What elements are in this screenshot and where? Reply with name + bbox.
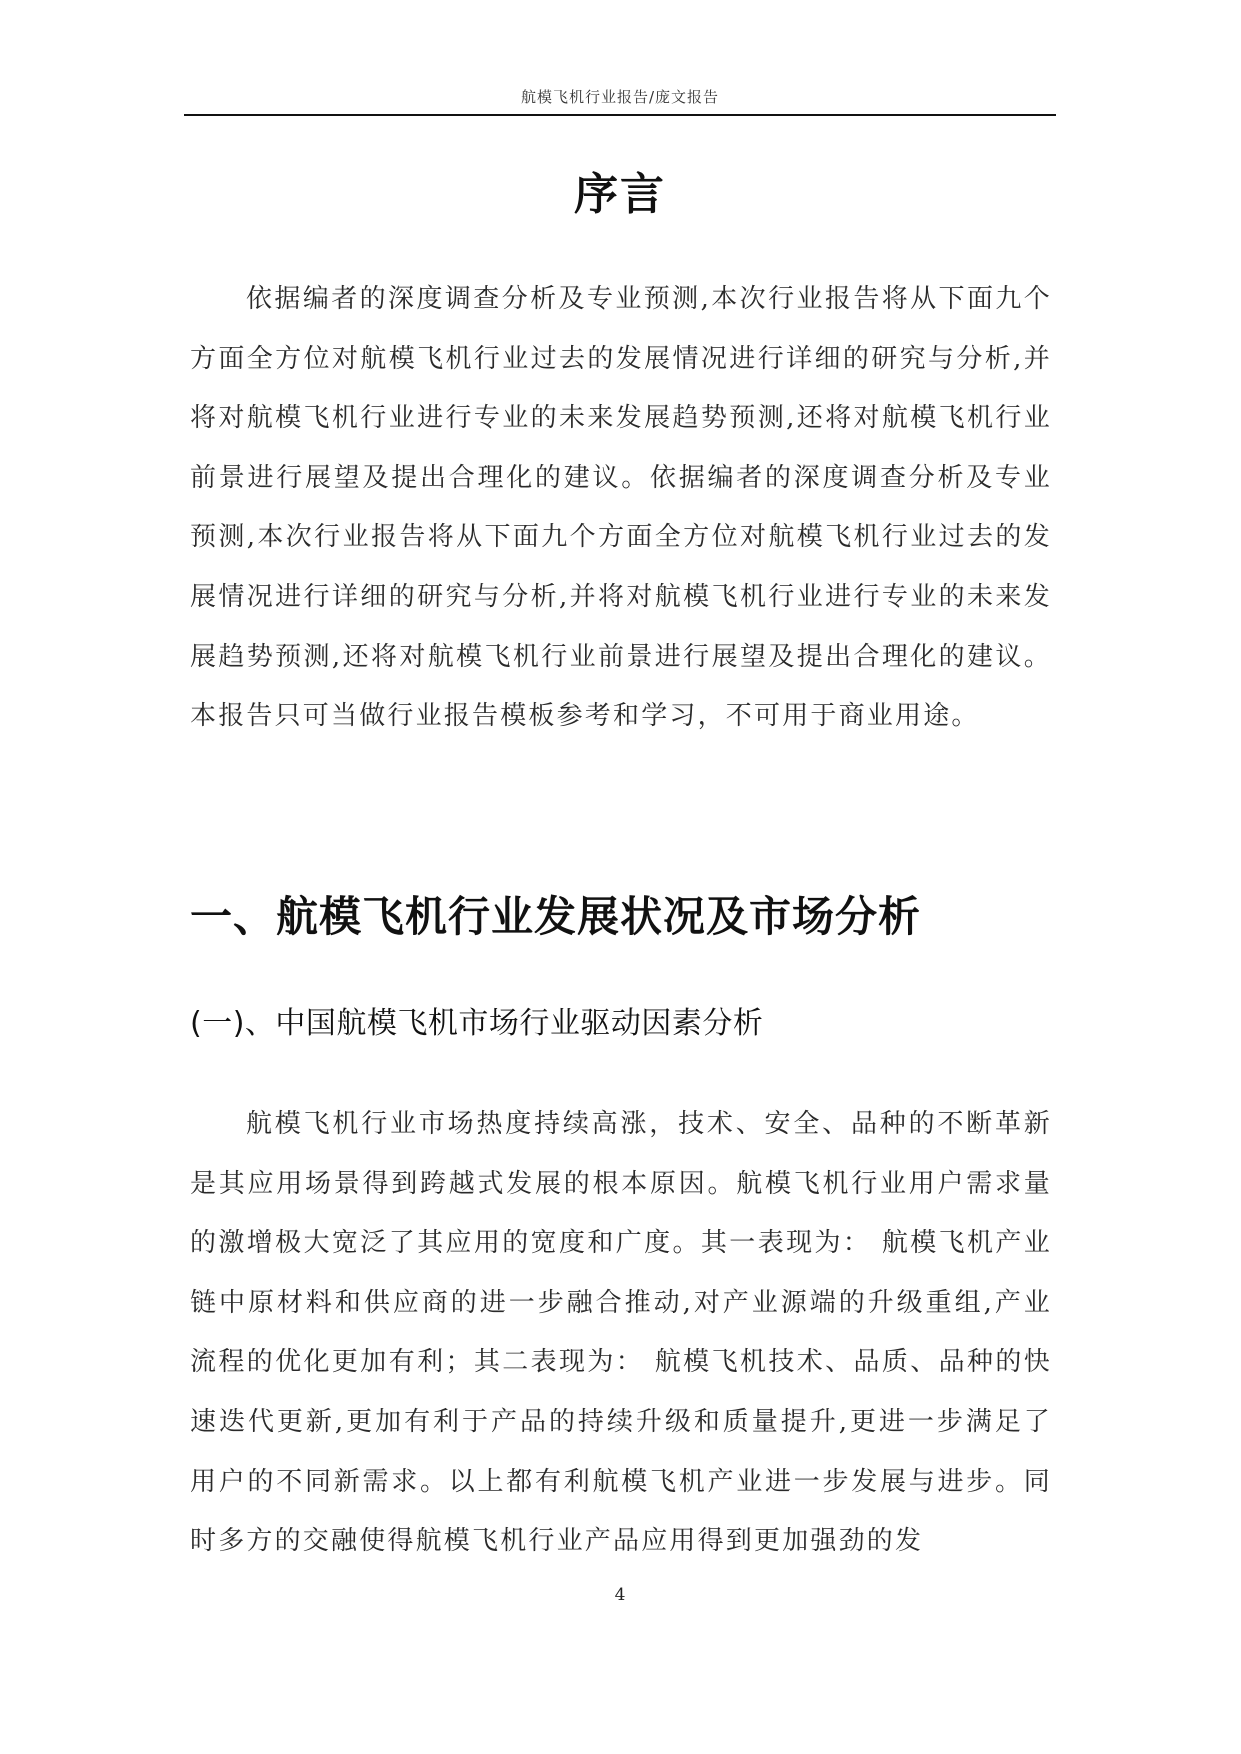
subsection-paragraph: 航模飞机行业市场热度持续高涨，技术、安全、品种的不断革新是其应用场景得到跨越式发展的根本原因。航模飞机行业用户需求量的激增极大宽泛了其应用的宽度和广度。其一表现为： 航模飞机产业链中原材料和供应商的进一步融合推动,对产业源端的升级重组,产业流程的优化更加有利；其二表现为： 航模飞机技术、品质、品种的快速迭代更新,更加有利于产品的持续升级和质量提升,更进一步满足了用户的不同新需求。以上都有利航模飞机产业进一步发展与进步。同时多方的交融使得航模飞机行业产品应用得到更加强劲的发 (190, 1109, 1052, 1557)
page-number: 4 (614, 1585, 626, 1605)
subsection-heading: (一)、中国航模飞机市场行业驱动因素分析 (190, 1006, 764, 1041)
page-title: 序言 (574, 169, 666, 220)
header-divider (184, 114, 1056, 116)
section-heading: 一、航模飞机行业发展状况及市场分析 (190, 892, 922, 941)
running-header: 航模飞机行业报告/庞文报告 (520, 88, 720, 106)
preface-paragraph: 依据编者的深度调查分析及专业预测,本次行业报告将从下面九个方面全方位对航模飞机行业过去的发展情况进行详细的研究与分析,并将对航模飞机行业进行专业的未来发展趋势预测,还将对航模飞机行业前景进行展望及提出合理化的建议。依据编者的深度调查分析及专业预测,本次行业报告将从下面九个方面全方位对航模飞机行业过去的发展情况进行详细的研究与分析,并将对航模飞机行业进行专业的未来发展趋势预测,还将对航模飞机行业前景进行展望及提出合理化的建议。本报告只可当做行业报告模板参考和学习，不可用于商业用途。 (190, 284, 1052, 732)
